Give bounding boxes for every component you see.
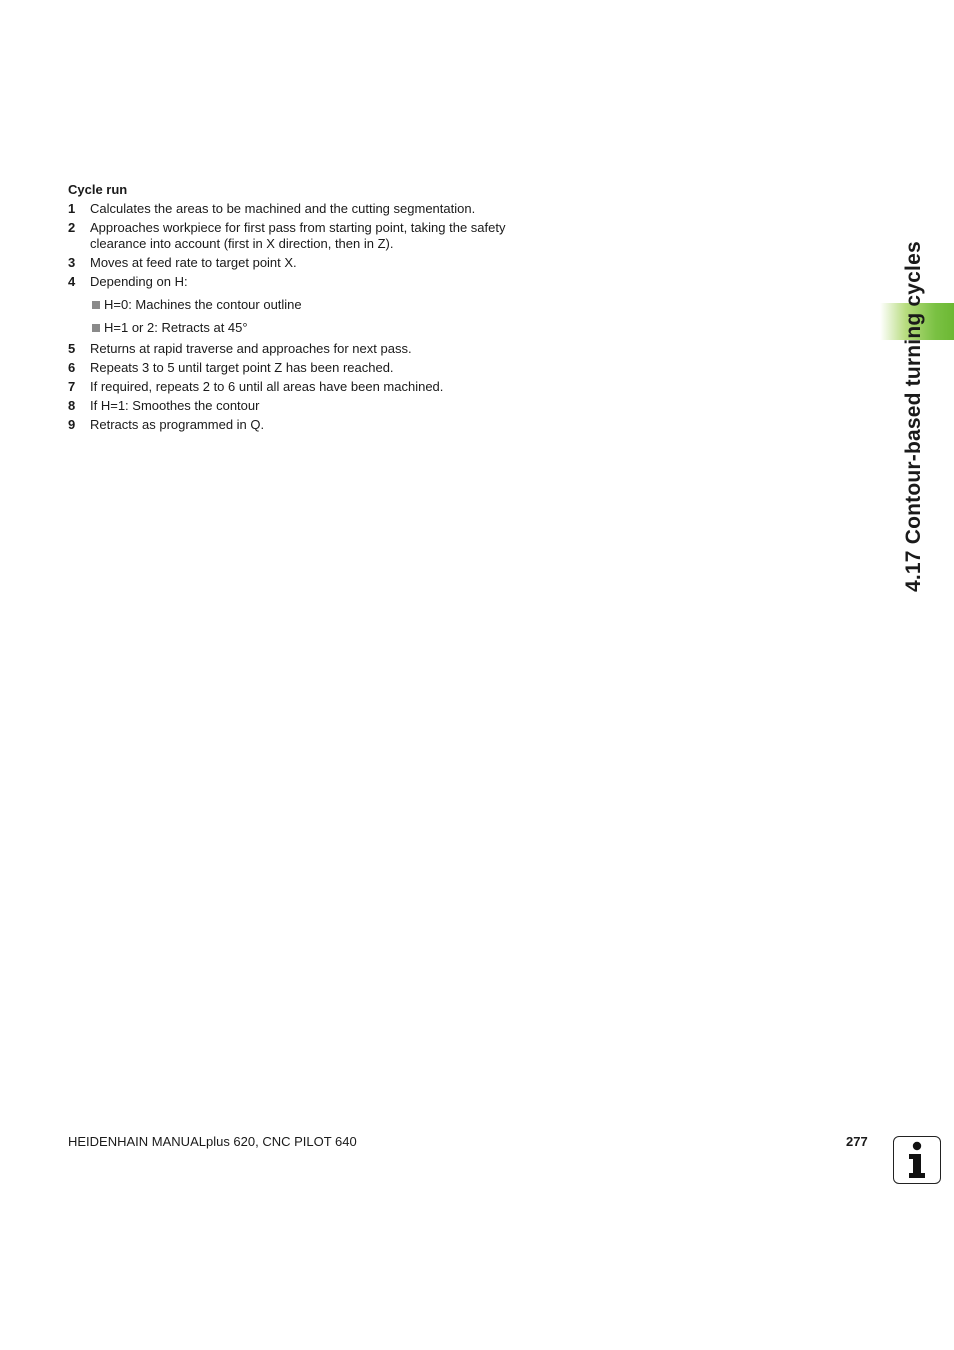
step-item	[68, 341, 508, 357]
step-number: 2	[68, 220, 76, 235]
substep-text: H=0: Machines the contour outline	[104, 297, 302, 312]
step-number: 7	[68, 379, 76, 394]
step-number: 4	[68, 274, 76, 289]
step-text: If H=1: Smoothes the contour	[90, 398, 260, 413]
substep-item	[68, 297, 508, 313]
step-text: Repeats 3 to 5 until target point Z has been reached.	[90, 360, 394, 375]
info-glyph	[900, 1140, 934, 1180]
step-text: Retracts as programmed in Q.	[90, 417, 265, 432]
step-text: Calculates the areas to be machined and the cutting segmentation.	[90, 201, 476, 216]
step-text: Returns at rapid traverse and approaches for next pass.	[90, 341, 412, 356]
step-number: 3	[68, 255, 76, 270]
step-item	[68, 274, 508, 290]
step-item	[68, 417, 508, 433]
square-bullet-icon	[92, 324, 100, 332]
step-number: 6	[68, 360, 76, 375]
manual-title: HEIDENHAIN MANUALplus 620, CNC PILOT 640	[68, 1134, 357, 1149]
step-number: 9	[68, 417, 76, 432]
page-number: 277	[846, 1134, 868, 1149]
step-number: 5	[68, 341, 76, 356]
info-icon[interactable]	[893, 1136, 941, 1184]
square-bullet-icon	[92, 301, 100, 309]
step-text: Moves at feed rate to target point X.	[90, 255, 297, 270]
step-number: 1	[68, 201, 76, 216]
step-item	[68, 398, 508, 414]
step-text: If required, repeats 2 to 6 until all areas have been machined.	[90, 379, 444, 394]
chapter-title: 4.17 Contour-based turning cycles	[902, 241, 925, 592]
step-item	[68, 220, 508, 252]
step-item	[68, 379, 508, 395]
step-item	[68, 360, 508, 376]
step-text: Approaches workpiece for first pass from starting point, taking the safety clearance into account (first in X direction, then in Z).	[90, 220, 506, 251]
section-title: Cycle run	[68, 182, 128, 197]
step-text: Depending on H:	[90, 274, 188, 289]
step-list	[68, 201, 508, 436]
substep-text: H=1 or 2: Retracts at 45°	[104, 320, 248, 335]
step-item	[68, 201, 508, 217]
step-number: 8	[68, 398, 76, 413]
step-item	[68, 255, 508, 271]
substep-item	[68, 320, 508, 336]
